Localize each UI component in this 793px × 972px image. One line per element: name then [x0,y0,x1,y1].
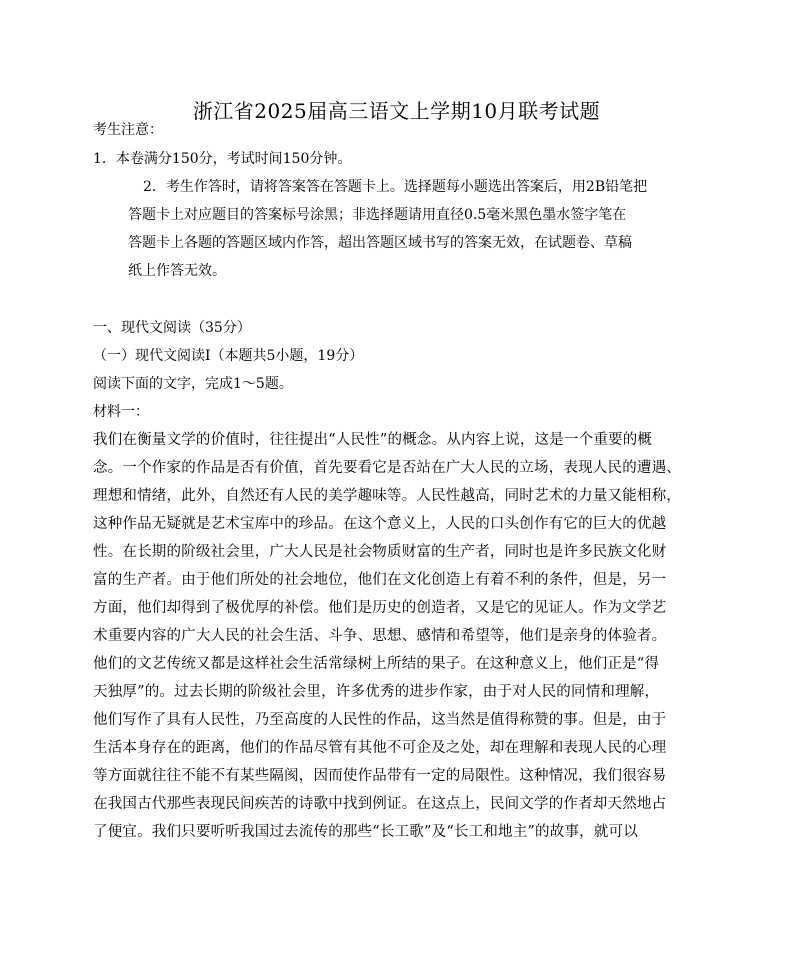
subsection-heading: （一）现代文阅读Ⅰ（本题共5小题，19分） [93,348,364,364]
notice-item: 1．本卷满分150分，考试时间150分钟。 [93,151,352,167]
material-line: 生活本身存在的距离，他们的作品尽管有其他不可企及之处，却在理解和表现人民的心理 [93,740,667,756]
material-line: 等方面就往往不能不有某些隔阂，因而使作品带有一定的局限性。这种情况，我们很容易 [93,768,667,784]
notice-item: 答题卡上各题的答题区域内作答，超出答题区域书写的答案无效，在试题卷、草稿 [128,235,632,251]
material-line: 念。一个作家的作品是否有价值，首先要看它是否站在广大人民的立场，表现人民的遭遇、 [93,460,681,476]
material-line: 这种作品无疑就是艺术宝库中的珍品。在这个意义上，人民的口头创作有它的巨大的优越 [93,516,667,532]
notice-item: 2．考生作答时，请将答案答在答题卡上。选择题每小题选出答案后，用2B铅笔把 [143,179,648,195]
material-line: 我们在衡量文学的价值时，往往提出“人民性”的概念。从内容上说，这是一个重要的概 [93,432,653,448]
material-line: 他们的文艺传统又都是这样社会生活常绿树上所结的果子。在这种意义上，他们正是“得 [93,656,660,672]
material-line: 他们写作了具有人民性，乃至高度的人民性的作品，这当然是值得称赞的事。但是，由于 [93,712,667,728]
material-label: 材料一： [93,404,149,420]
material-line: 在我国古代那些表现民间疾苦的诗歌中找到例证。在这点上，民间文学的作者却天然地占 [93,796,667,812]
notice-header: 考生注意： [93,122,163,138]
material-line: 天独厚”的。过去长期的阶级社会里，许多优秀的进步作家，由于对人民的同情和理解， [93,684,660,700]
notice-item: 答题卡上对应题目的答案标号涂黑；非选择题请用直径0.5毫米黑色墨水签字笔在 [128,207,627,223]
notice-item: 纸上作答无效。 [128,263,226,279]
reading-instruction: 阅读下面的文字，完成1～5题。 [93,376,293,392]
page-title: 浙江省2025届高三语文上学期10月联考试题 [192,99,601,123]
material-line: 术重要内容的广大人民的社会生活、斗争、思想、感情和希望等，他们是亲身的体验者。 [93,628,667,644]
material-line: 理想和情绪，此外，自然还有人民的美学趣味等。人民性越高，同时艺术的力量又能相称， [93,488,681,504]
material-line: 了便宜。我们只要听听我国过去流传的那些“长工歌”及“长工和地主”的故事，就可以 [93,824,638,840]
material-line: 富的生产者。由于他们所处的社会地位，他们在文化创造上有着不利的条件，但是，另一 [93,572,667,588]
section-heading: 一、现代文阅读（35分） [93,320,251,336]
material-line: 性。在长期的阶级社会里，广大人民是社会物质财富的生产者，同时也是许多民族文化财 [93,544,667,560]
material-line: 方面，他们却得到了极优厚的补偿。他们是历史的创造者，又是它的见证人。作为文学艺 [93,600,667,616]
